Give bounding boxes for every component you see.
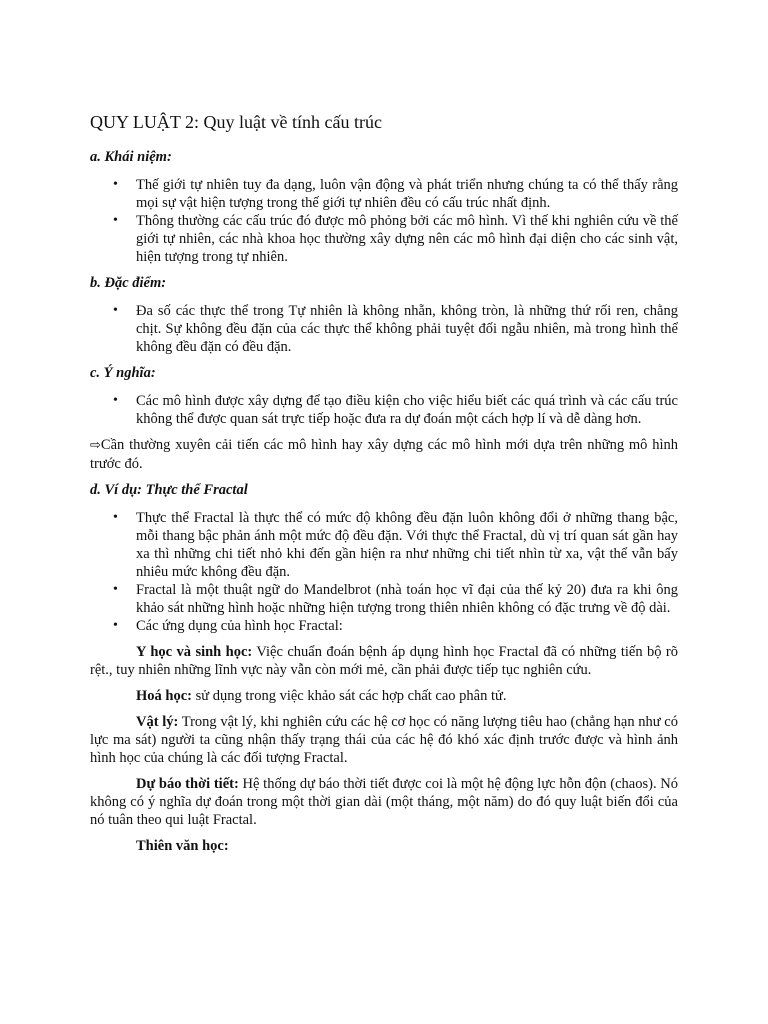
list-item: • Đa số các thực thể trong Tự nhiên là không nhẵn, không tròn, là những thứ rối ren, chằng chịt. Sự không đều đặn của các thực thể không phải tuyệt đối ngẫu nhiên, mà trong hình thể không đều đặn có đều đặn. <box>113 303 678 355</box>
section-heading-vi-du: d. Ví dụ: Thực thể Fractal <box>90 482 248 498</box>
list-item: • Các ứng dụng của hình học Fractal: <box>113 618 343 634</box>
list-item: • Thông thường các cấu trúc đó được mô phỏng bởi các mô hình. Vì thế khi nghiên cứu về thế giới tự nhiên, các nhà khoa học thường xây dựng nên các mô hình đại diện cho các sinh vật, hiện tượng trong tự nhiên. <box>113 213 678 265</box>
bullet-list-dac-diem <box>90 302 678 356</box>
section-heading-y-nghia: c. Ý nghĩa: <box>90 365 156 381</box>
list-item: • Thực thể Fractal là thực thể có mức độ không đều đặn luôn không đổi ở những thang bậc, mỗi thang bậc phản ánh một mức độ đều đặn. Với thực thể Fractal, dù vị trí quan sát gần hay xa thì những chi tiết nhỏ khi đến gần hiện ra như những chi tiết nhìn từ xa, vật thể vẫn bấy nhiêu mức không đều đặn. <box>113 510 678 580</box>
application-label: Hoá học: <box>136 688 192 704</box>
bullet-list-y-nghia <box>90 392 678 428</box>
application-label: Y học và sinh học: <box>136 644 253 660</box>
section-heading-khai-niem: a. Khái niệm: <box>90 149 172 165</box>
application-paragraph-astronomy <box>90 837 678 855</box>
page-title: QUY LUẬT 2: Quy luật về tính cấu trúc <box>90 112 382 132</box>
bullet-icon: • <box>113 510 118 525</box>
application-label: Vật lý: <box>136 714 179 730</box>
bullet-icon: • <box>113 582 118 597</box>
arrow-right-icon: ⇨ <box>90 438 101 453</box>
list-item: • Fractal là một thuật ngữ do Mandelbrot (nhà toán học vĩ đại của thế kỷ 20) đưa ra khi ông khảo sát những hình hoặc những hiện tượng trong thiên nhiên không có đặc trưng về độ dài. <box>113 582 678 616</box>
application-label: Dự báo thời tiết: <box>136 776 239 792</box>
document-page <box>90 110 678 863</box>
application-paragraph-physics: Vật lý: Trong vật lý, khi nghiên cứu các hệ cơ học có năng lượng tiêu hao (chẳng hạn như có lực ma sát) người ta cũng nhận thấy trạng thái của các hệ đó khó xác định trước được và hình ảnh hình học của chúng là các đối tượng Fractal. <box>90 714 678 766</box>
list-item: • Các mô hình được xây dựng để tạo điều kiện cho việc hiểu biết các quá trình và các cấu trúc không thể được quan sát trực tiếp hoặc đưa ra dự đoán một cách hợp lí và dễ dàng hơn. <box>113 393 678 427</box>
bullet-icon: • <box>113 618 118 633</box>
section-heading-dac-diem: b. Đặc điểm: <box>90 275 167 291</box>
bullet-icon: • <box>113 213 118 228</box>
bullet-list-khai-niem <box>90 176 678 266</box>
conclusion-paragraph: ⇨Cần thường xuyên cải tiến các mô hình hay xây dựng các mô hình mới dựa trên những mô hình trước đó. <box>90 437 678 472</box>
application-paragraph-chemistry: Hoá học: sử dụng trong việc khảo sát các hợp chất cao phân tử. <box>136 688 507 704</box>
bullet-list-vi-du <box>90 509 678 635</box>
bullet-icon: • <box>113 393 118 408</box>
application-label: Thiên văn học: <box>136 838 229 854</box>
application-paragraph-weather: Dự báo thời tiết: Hệ thống dự báo thời tiết được coi là một hệ động lực hỗn độn (chaos). Nó không có ý nghĩa dự đoán trong một thời gian dài (một tháng, một năm) do đó quy luật biến đổi của nó tuân theo qui luật Fractal. <box>90 776 679 828</box>
bullet-icon: • <box>113 303 118 318</box>
bullet-icon: • <box>113 177 118 192</box>
application-paragraph-medicine: Y học và sinh học: Việc chuẩn đoán bệnh áp dụng hình học Fractal đã có những tiến bộ rõ rệt., tuy nhiên những lĩnh vực này vẫn còn mới mẻ, cần phải được tiếp tục nghiên cứu. <box>90 644 678 678</box>
list-item: • Thế giới tự nhiên tuy đa dạng, luôn vận động và phát triển nhưng chúng ta có thể thấy rằng mọi sự vật hiện tượng trong thế giới tự nhiên đều có cấu trúc nhất định. <box>113 177 678 211</box>
